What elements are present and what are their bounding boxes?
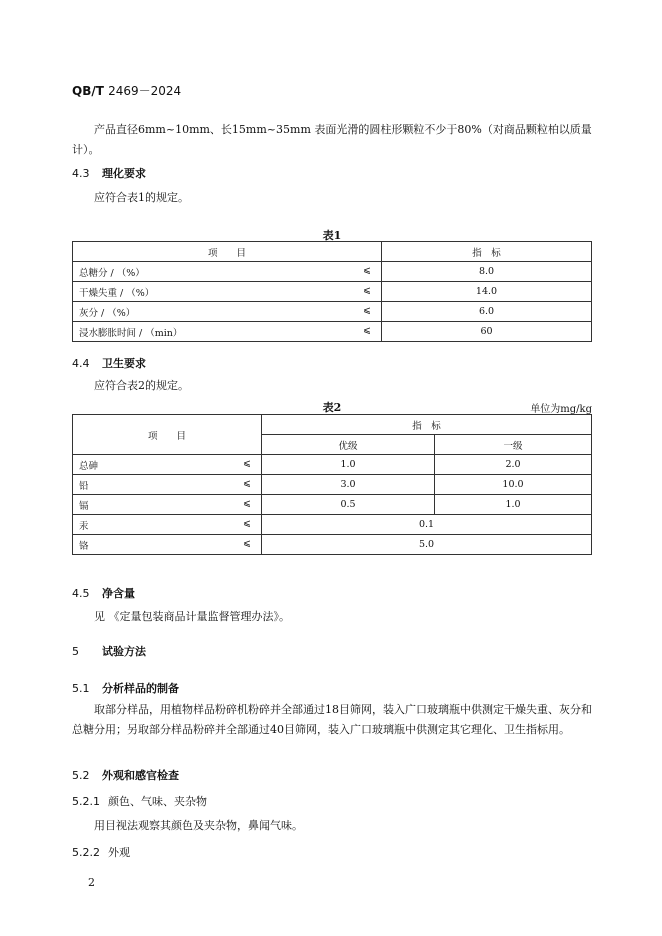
table-header-row [73, 415, 592, 435]
intro-paragraph: 产品直径6mm~10mm、长15mm~35mm 表面光滑的圆柱形颗粒不少于80%（对商品颗粒柏以质量计）。 [72, 123, 592, 156]
section-5-2-2-heading [72, 844, 130, 860]
standard-number: 2469－2024 [108, 84, 182, 98]
header-grade-premium: 优级 [262, 435, 435, 455]
row-value-first: 1.0 [435, 495, 592, 515]
section-5-2-heading [72, 767, 179, 783]
header-grade-first: 一级 [435, 435, 592, 455]
table2-caption: 表2 [322, 401, 342, 414]
section-5-2-1-body: 用目视法观察其颜色及夹杂物，鼻闻气味。 [94, 819, 303, 832]
le-symbol: ⩽ [363, 265, 371, 276]
row-value-merged: 5.0 [262, 535, 592, 555]
row-value-first: 2.0 [435, 455, 592, 475]
table1-caption: 表1 [322, 229, 342, 242]
row-value: 14.0 [382, 282, 592, 302]
header-index: 指 标 [382, 242, 592, 262]
table2-unit: 单位为mg/kg [530, 404, 592, 415]
section-4-5-heading [72, 585, 135, 601]
row-value-first: 10.0 [435, 475, 592, 495]
le-symbol: ⩽ [243, 458, 251, 469]
table-row [73, 535, 592, 555]
section-5-1-body: 取部分样品，用植物样品粉碎机粉碎并全部通过18目筛网，装入广口玻璃瓶中供测定干燥失重、灰分和总糖分用；另取部分样品粉碎并全部通过40目筛网，装入广口玻璃瓶中供测定其它理化、卫生指标用。 [72, 703, 592, 736]
section-number: 5.2 [72, 769, 90, 782]
section-title: 分析样品的制备 [102, 682, 179, 695]
row-label: 总砷 ⩽ [73, 455, 262, 475]
table-row [73, 495, 592, 515]
table-row [73, 282, 592, 302]
page-number: 2 [88, 876, 95, 889]
table2 [72, 414, 592, 555]
le-symbol: ⩽ [363, 305, 371, 316]
row-value-premium: 3.0 [262, 475, 435, 495]
section-number: 5.1 [72, 682, 90, 695]
section-title: 试验方法 [102, 645, 146, 658]
row-value: 8.0 [382, 262, 592, 282]
le-symbol: ⩽ [243, 518, 251, 529]
row-label: 铅 ⩽ [73, 475, 262, 495]
section-number: 4.5 [72, 587, 90, 600]
section-4-5-body: 见 《定量包装商品计量监督管理办法》。 [94, 610, 290, 623]
table1 [72, 241, 592, 342]
section-number: 4.4 [72, 357, 90, 370]
row-label: 灰分 / （%） ⩽ [73, 302, 382, 322]
section-number: 4.3 [72, 167, 90, 180]
table-header-row [73, 242, 592, 262]
header-index: 指 标 [262, 415, 592, 435]
table-row [73, 302, 592, 322]
standard-header [72, 82, 181, 99]
section-4-4-body: 应符合表2的规定。 [94, 379, 189, 392]
le-symbol: ⩽ [243, 538, 251, 549]
section-4-3-heading [72, 165, 146, 181]
row-value-premium: 0.5 [262, 495, 435, 515]
standard-prefix: QB/T [72, 84, 104, 98]
section-4-4-heading [72, 355, 146, 371]
table-row [73, 262, 592, 282]
header-item: 项 目 [73, 242, 382, 262]
row-value: 6.0 [382, 302, 592, 322]
table-row [73, 322, 592, 342]
section-title: 净含量 [102, 587, 135, 600]
le-symbol: ⩽ [363, 325, 371, 336]
row-label: 浸水膨胀时间 / （min） ⩽ [73, 322, 382, 342]
section-5-heading [72, 643, 146, 659]
section-5-1-heading [72, 680, 179, 696]
row-label: 总糖分 / （%） ⩽ [73, 262, 382, 282]
row-label: 汞 ⩽ [73, 515, 262, 535]
row-label: 干燥失重 / （%） ⩽ [73, 282, 382, 302]
table-row [73, 475, 592, 495]
section-number: 5.2.2 [72, 846, 100, 859]
section-number: 5 [72, 645, 79, 658]
row-value: 60 [382, 322, 592, 342]
section-title: 外观和感官检查 [102, 769, 179, 782]
table-row [73, 515, 592, 535]
section-number: 5.2.1 [72, 795, 100, 808]
le-symbol: ⩽ [363, 285, 371, 296]
le-symbol: ⩽ [243, 498, 251, 509]
section-4-3-body: 应符合表1的规定。 [94, 191, 189, 204]
row-label: 镉 ⩽ [73, 495, 262, 515]
header-item: 项 目 [73, 415, 262, 455]
table-row [73, 455, 592, 475]
section-5-2-1-heading [72, 793, 207, 809]
section-title: 外观 [108, 846, 130, 859]
row-value-premium: 1.0 [262, 455, 435, 475]
section-title: 卫生要求 [102, 357, 146, 370]
row-value-merged: 0.1 [262, 515, 592, 535]
section-title: 理化要求 [102, 167, 146, 180]
row-label: 铬 ⩽ [73, 535, 262, 555]
section-title: 颜色、气味、夹杂物 [108, 795, 207, 808]
le-symbol: ⩽ [243, 478, 251, 489]
